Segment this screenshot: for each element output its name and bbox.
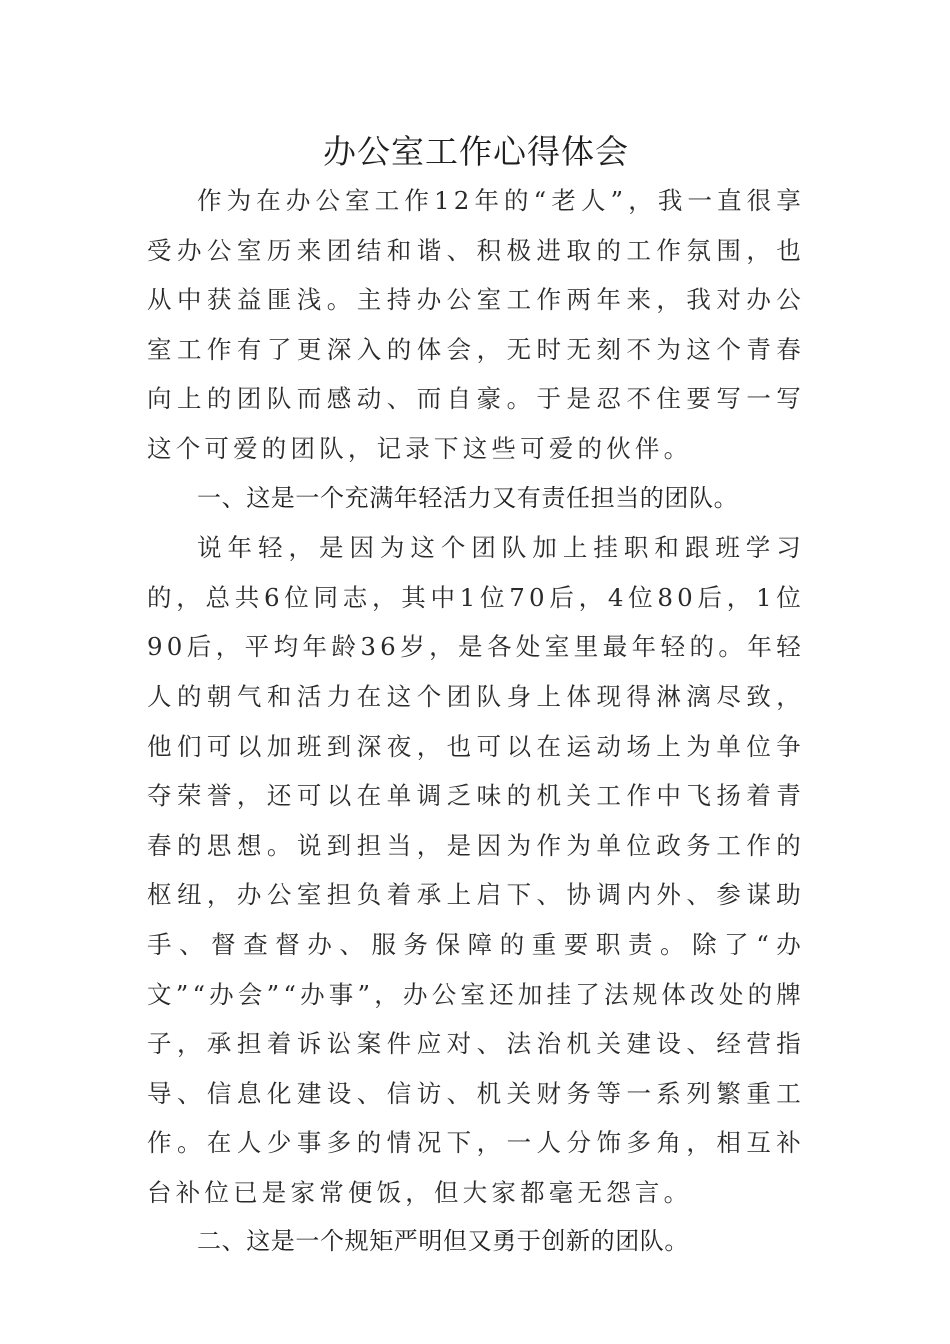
section-1-paragraph: 说年轻，是因为这个团队加上挂职和跟班学习的，总共6位同志，其中1位70后，4位80后，1位90后，平均年龄36岁，是各处室里最年轻的。年轻人的朝气和活力在这个团队身上体现得淋漓尽致，他们可以加班到深夜，也可以在运动场上为单位争夺荣誉，还可以在单调乏味的机关工作中飞扬着青春的思想。说到担当，是因为作为单位政务工作的枢纽，办公室担负着承上启下、协调内外、参谋助手、督查督办、服务保障的重要职责。除了“办文”“办会”“办事”，办公室还加挂了法规体改处的牌子，承担着诉讼案件应对、法治机关建设、经营指导、信息化建设、信访、机关财务等一系列繁重工作。在人少事多的情况下，一人分饰多角，相互补台补位已是家常便饭，但大家都毫无怨言。: [147, 533, 805, 1207]
intro-paragraph: 作为在办公室工作12年的“老人”，我一直很享受办公室历来团结和谐、积极进取的工作氛围，也从中获益匪浅。主持办公室工作两年来，我对办公室工作有了更深入的体会，无时无刻不为这个青春向上的团队而感动、而自豪。于是忍不住要写一写这个可爱的团队，记录下这些可爱的伙伴。: [147, 186, 805, 463]
section-heading-1: 一、这是一个充满年轻活力又有责任担当的团队。: [197, 483, 739, 512]
section-heading-2: 二、这是一个规矩严明但又勇于创新的团队。: [197, 1227, 689, 1256]
document-page: [147, 128, 805, 1267]
document-title: 办公室工作心得体会: [323, 132, 629, 171]
